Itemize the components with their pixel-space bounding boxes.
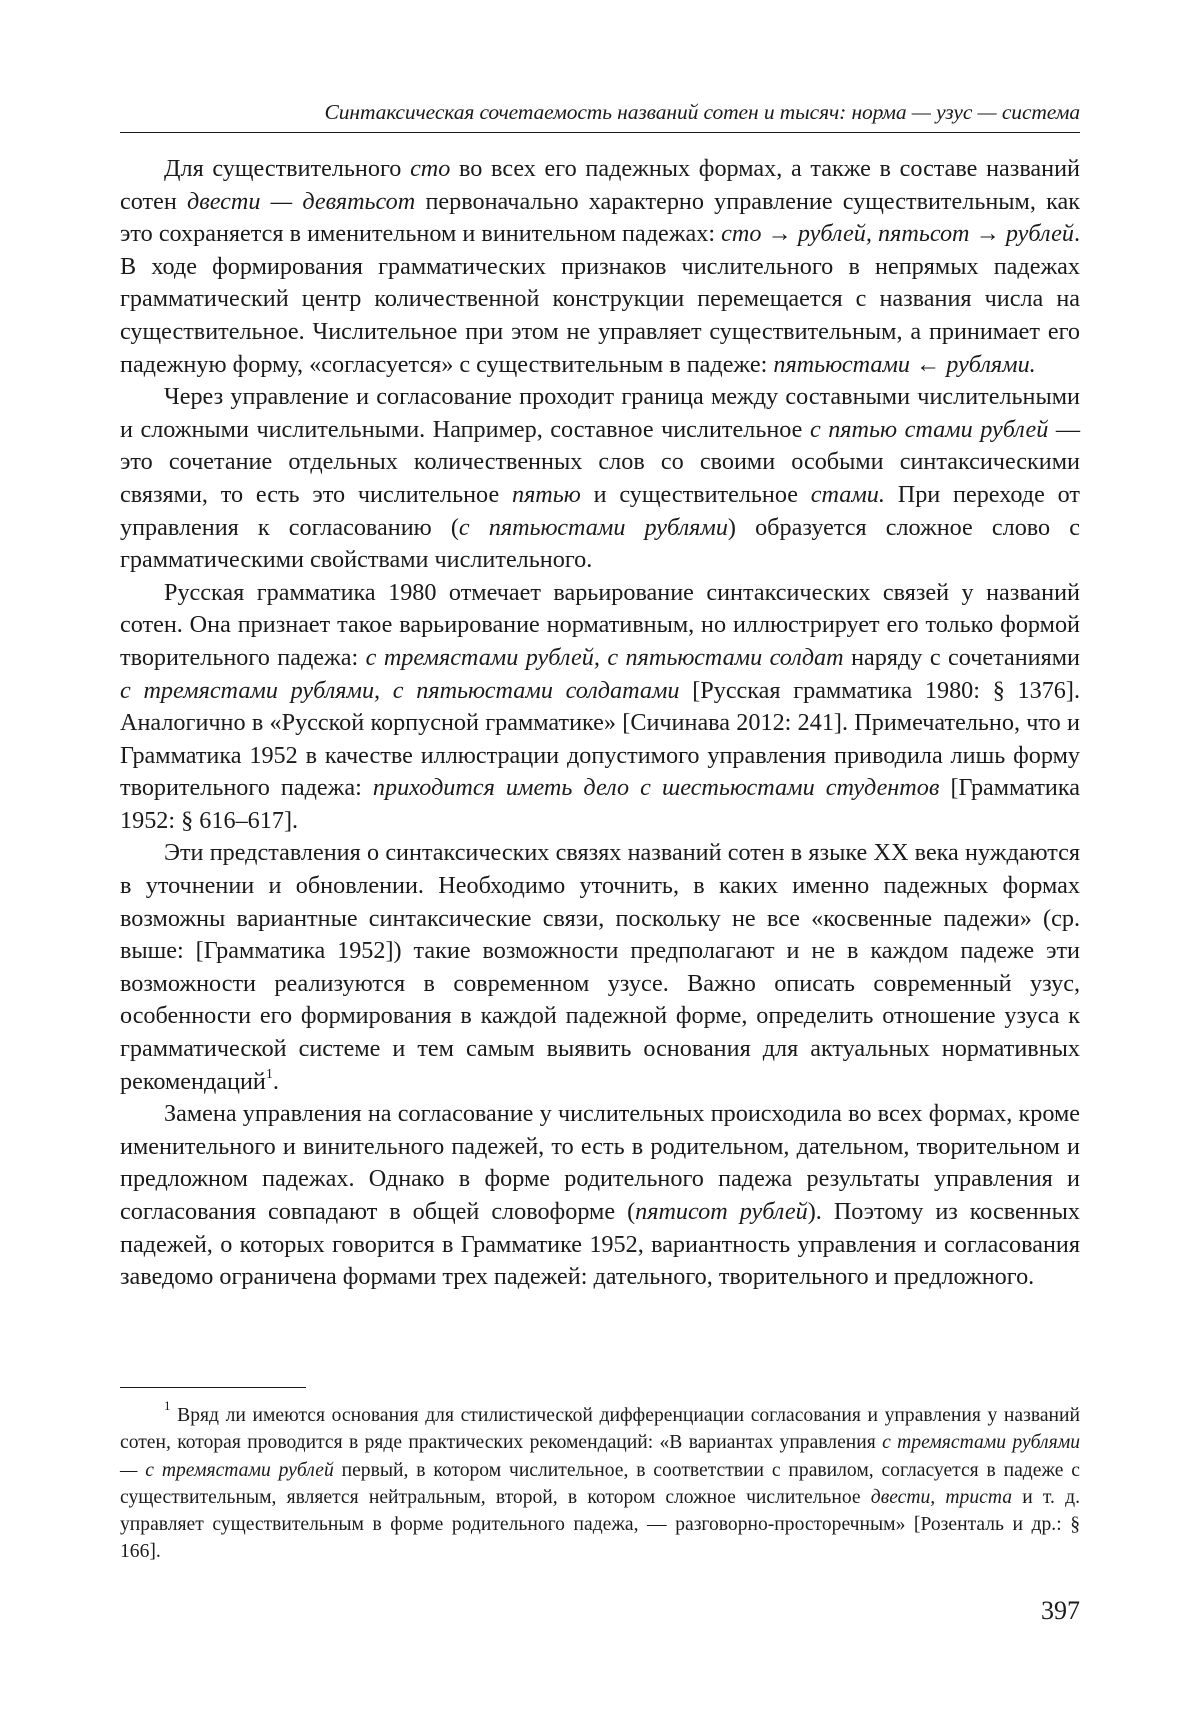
text-run: Вряд ли имеются основания для стилистической дифференциации согласования и управления у названий сотен, которая проводится в ряде практических рекомендаций: «В вариантах управления <box>120 1405 1080 1454</box>
footnote-marker: 1 <box>164 1398 171 1414</box>
text-run: [Русская грамматика 1980: § 1376]. Аналогично в «Русской корпусной грамматике» [Сичинава 2012: 241]. Примечательно, что и Грамматика 1952 в качестве иллюстрации допустимого управления приводила лишь форму творительного падежа: <box>120 676 1080 802</box>
paragraph-4 <box>120 837 1080 1098</box>
italic-example: приходится иметь дело с шестьюстами студентов <box>372 774 940 802</box>
italic-example: с тремястами рублей, с пятьюстами солдат <box>365 643 844 671</box>
page-number: 397 <box>1041 1596 1080 1625</box>
italic-example: сто → рублей, пятьсот → рублей <box>721 220 1074 248</box>
book-page <box>120 0 1080 1710</box>
text-run: Замена управления на согласование у числительных происходила во всех формах, кроме именительного и винительного падежей, то есть в родительном, дательном, творительном и предложном падежах. Однако в форме родительного падежа результаты управления и согласования совпадают в общей словоформе ( <box>120 1100 1080 1225</box>
text-run: При переходе от управления к согласованию ( <box>120 480 1080 541</box>
italic-example: с пятьюстами рублями <box>458 513 728 541</box>
italic-example: с тремястами рублями — с тремястами рублей <box>120 1432 1080 1481</box>
main-text <box>120 153 1080 1294</box>
running-head: Синтаксическая сочетаемость названий сотен и тысяч: норма — узус — система <box>324 100 1080 124</box>
text-run: . В ходе формирования грамматических признаков числительного в непрямых падежах грамматический центр количественной конструкции перемещается с названия числа на существительное. Числительное при этом не управляет существительным, а принимает его падежную форму, «согласуется» с существительным в падеже: <box>120 220 1080 378</box>
italic-example: с тремястами рублями, с пятьюстами солдатами <box>120 676 680 704</box>
text-run: ) образуется сложное слово с грамматическими свойствами числительного. <box>120 513 1081 574</box>
text-run: наряду с сочетаниями <box>843 643 1081 671</box>
italic-example: с пятью стами рублей <box>809 415 1049 443</box>
header-rule <box>120 132 1080 133</box>
text-run: во всех его падежных формах, а также в составе названий сотен <box>120 155 1081 215</box>
footnote-ref[interactable]: 1 <box>265 1066 273 1082</box>
text-run: первоначально характерно управление существительным, как это сохраняется в именительном и винительном падежах: <box>120 187 1080 248</box>
paragraph-3 <box>120 577 1080 838</box>
text-run: Для существительного <box>164 155 411 182</box>
text-run: ). Поэтому из косвенных падежей, о которых говорится в Грамматике 1952, вариантность управления и согласования заведомо ограничена формами трех падежей: дательного, творительного и предложного. <box>120 1198 1080 1291</box>
italic-example: стами. <box>810 480 885 508</box>
text-run: первый, в котором числительное, в соответствии с правилом, согласуется в падеже с существительным, является нейтральным, второй, в котором сложное числительное <box>120 1459 1080 1508</box>
text-run: [Грамматика 1952: § 616–617]. <box>120 774 1080 834</box>
italic-example: пятью <box>511 480 581 508</box>
text-run: и т. д. управляет существительным в форме родительного падежа, — разговорно-просторечным» [Розенталь и др.: § 166]. <box>120 1486 1080 1563</box>
italic-example: пятьюстами ← рублями. <box>773 350 1036 378</box>
footnote-rule <box>120 1387 306 1388</box>
paragraph-1 <box>120 153 1080 381</box>
italic-example: двести — девятьсот <box>186 187 416 215</box>
paragraph-2 <box>120 381 1080 577</box>
text-run: . <box>272 1067 279 1095</box>
text-run: Через управление и согласование проходит граница между составными числительными и сложными числительными. Например, составное числительное <box>120 383 1080 443</box>
italic-example: пятисот рублей <box>635 1198 808 1225</box>
footnote-1 <box>120 1398 1080 1566</box>
text-run: — это сочетание отдельных количественных слов со своими особыми синтаксическими связями, то есть это числительное <box>120 415 1081 508</box>
italic-example: сто <box>410 155 451 182</box>
text-run: Эти представления о синтаксических связях названий сотен в языке XX века нуждаются в уточнении и обновлении. Необходимо уточнить, в каких именно падежных формах возможны вариантные синтаксические связи, поскольку не все «косвенные падежи» (ср. выше: [Грамматика 1952]) такие возможности предполагают и не в каждом падеже эти возможности реализуются в современном узусе. Важно описать современный узус, особенности его формирования в каждой падежной форме, определить отношение узуса к грамматической системе и тем самым выявить основания для актуальных нормативных рекомендаций <box>120 839 1080 1095</box>
text-run: и существительное <box>580 480 811 508</box>
italic-example: двести, триста <box>870 1486 1013 1508</box>
paragraph-5 <box>120 1098 1080 1294</box>
text-run: Русская грамматика 1980 отмечает варьирование синтаксических связей у названий сотен. Она признает такое варьирование нормативным, но иллюстрирует его только формой творительного падежа: <box>120 578 1080 671</box>
